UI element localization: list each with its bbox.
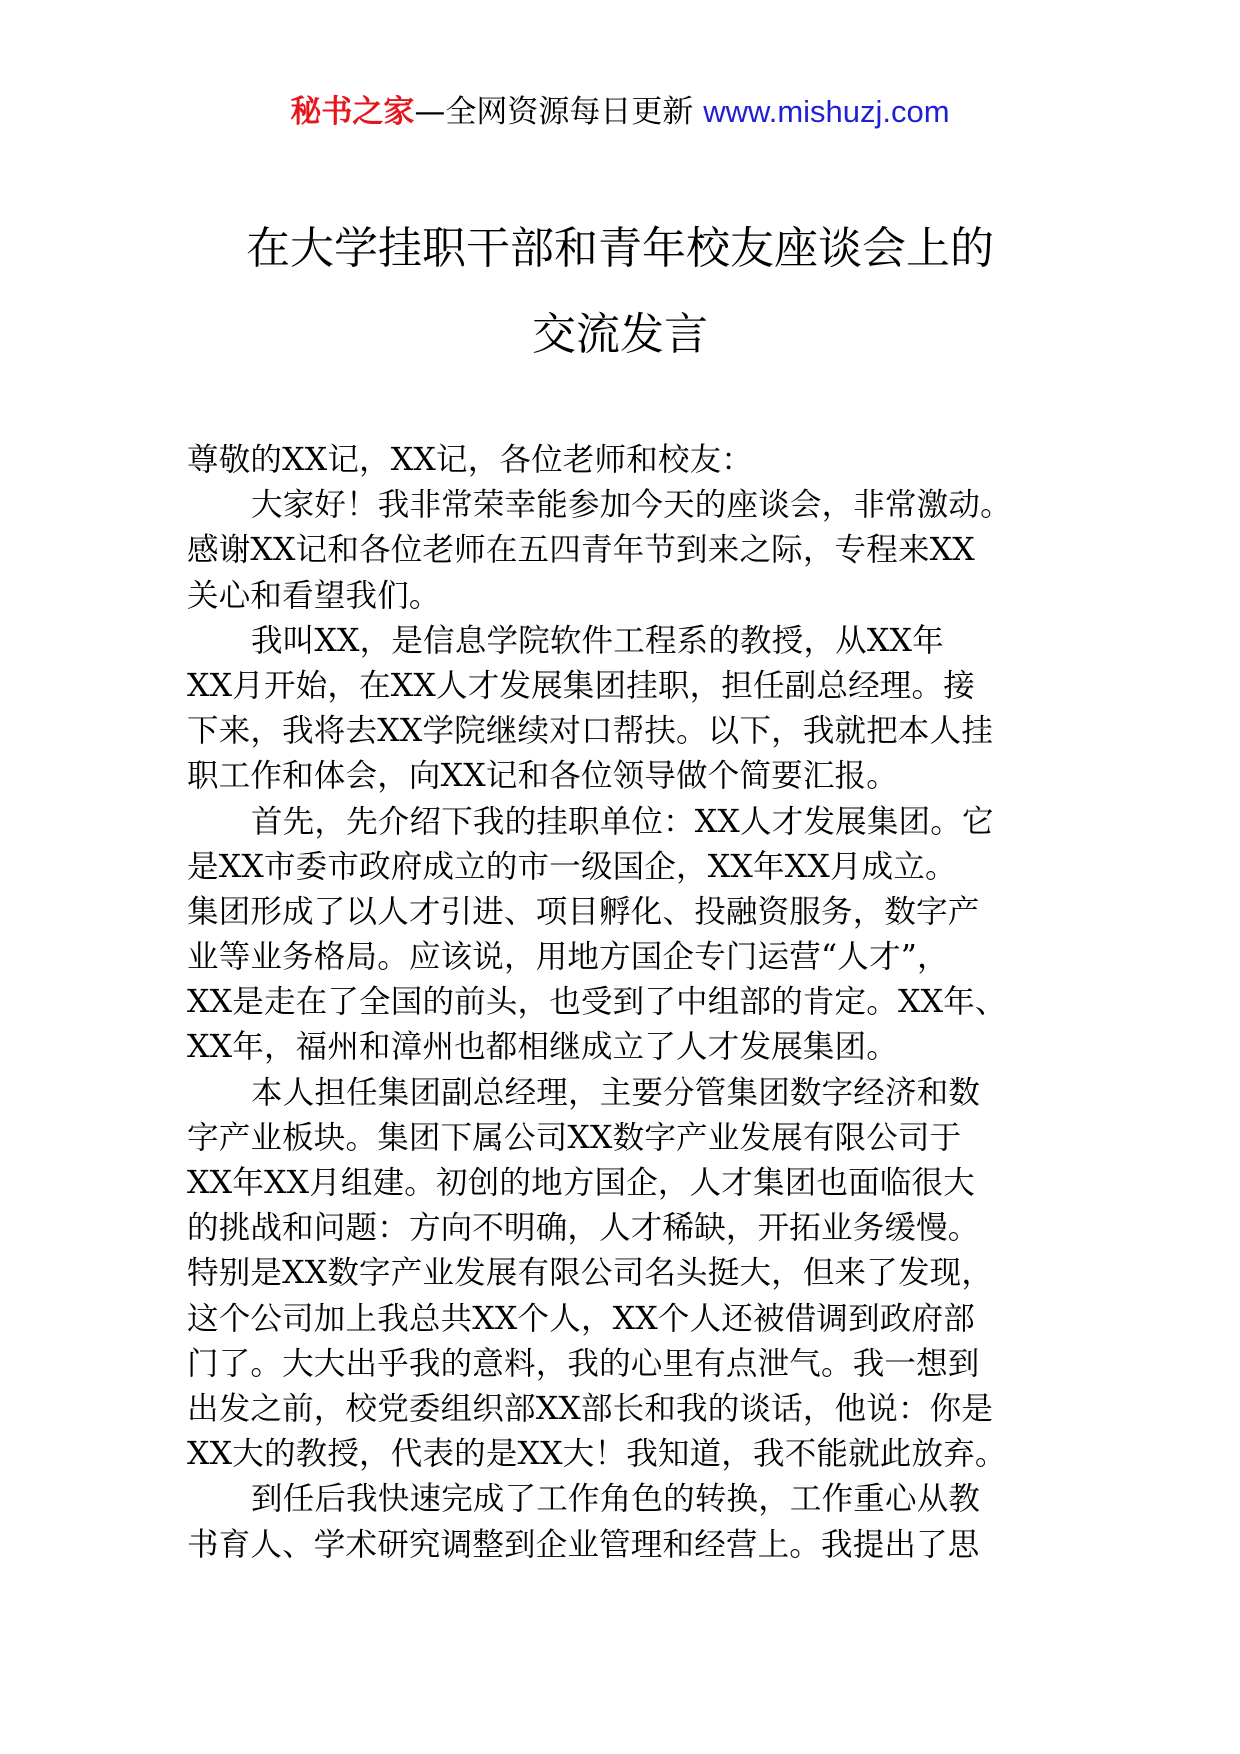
title-line-2: 交流发言 <box>532 309 708 360</box>
body-line: XX大的教授，代表的是XX大！我知道，我不能就此放弃。 <box>187 1436 1007 1473</box>
body-line: 字产业板块。集团下属公司XX数字产业发展有限公司于 <box>187 1119 962 1156</box>
body-line: 大家好！我非常荣幸能参加今天的座谈会，非常激动。 <box>251 487 1012 524</box>
body-line: 是XX市委市政府成立的市一级国企，XX年XX月成立。 <box>187 848 957 885</box>
body-line: 感谢XX记和各位老师在五四青年节到来之际，专程来XX <box>187 532 975 569</box>
body-line: XX年XX月组建。初创的地方国企，人才集团也面临很大 <box>187 1165 975 1201</box>
body-line: 到任后我快速完成了工作角色的转换，工作重心从教 <box>251 1481 981 1518</box>
document-title <box>0 206 1240 378</box>
brand-name: 秘书之家 <box>290 94 415 130</box>
body-line: 关心和看望我们。 <box>187 577 441 614</box>
site-header <box>0 90 1240 134</box>
body-line: 业等业务格局。应该说，用地方国企专门运营“人才”， <box>187 939 949 976</box>
body-line: XX是走在了全国的前头，也受到了中组部的肯定。XX年、 <box>187 984 1007 1021</box>
body-line: 下来，我将去XX学院继续对口帮扶。以下，我就把本人挂 <box>187 713 994 750</box>
site-url-link[interactable]: www.mishuzj.com <box>703 94 950 129</box>
body-line: 我叫XX，是信息学院软件工程系的教授，从XX年 <box>251 622 944 659</box>
body-line: XX月开始，在XX人才发展集团挂职，担任副总经理。接 <box>187 667 975 704</box>
body-line: 集团形成了以人才引进、项目孵化、投融资服务，数字产 <box>187 893 980 930</box>
body-line: 本人担任集团副总经理，主要分管集团数字经济和数 <box>251 1074 981 1111</box>
body-line: 的挑战和问题：方向不明确，人才稀缺，开拓业务缓慢。 <box>187 1210 980 1247</box>
body-line: 首先，先介绍下我的挂职单位：XX人才发展集团。它 <box>251 803 994 840</box>
body-line: 出发之前，校党委组织部XX部长和我的谈话，他说：你是 <box>187 1390 994 1427</box>
document-body <box>187 438 1057 1568</box>
body-line: 这个公司加上我总共XX个人，XX个人还被借调到政府部 <box>187 1300 975 1337</box>
body-line: 特别是XX数字产业发展有限公司名头挺大，但来了发现， <box>187 1255 994 1292</box>
body-line: 门了。大大出乎我的意料，我的心里有点泄气。我一想到 <box>187 1345 980 1382</box>
header-slogan: —全网资源每日更新 <box>414 94 694 130</box>
body-line: XX年，福州和漳州也都相继成立了人才发展集团。 <box>187 1029 898 1066</box>
body-line: 书育人、学术研究调整到企业管理和经营上。我提出了思 <box>187 1526 980 1563</box>
title-line-1: 在大学挂职干部和青年校友座谈会上的 <box>246 223 994 274</box>
salutation-line: 尊敬的XX记，XX记，各位老师和校友： <box>187 442 754 478</box>
body-line: 职工作和体会，向XX记和各位领导做个简要汇报。 <box>187 758 898 795</box>
